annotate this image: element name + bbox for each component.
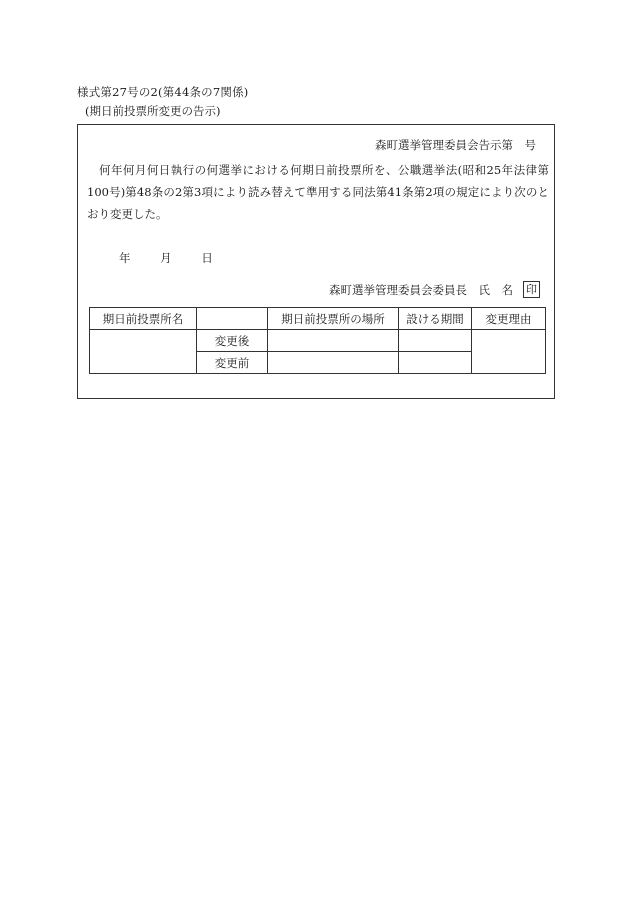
change-table xyxy=(89,307,546,374)
date-day: 日 xyxy=(201,251,213,265)
notice-box xyxy=(77,124,555,399)
form-subtitle: (期日前投票所変更の告示) xyxy=(85,104,221,118)
notice-body: 何年何月何日執行の何選挙における何期日前投票所を、公職選挙法(昭和25年法律第100号)第48条の2第3項により読み替えて準用する同法第41条第2項の規定により次のとおり変更した。 xyxy=(87,163,549,221)
cell-location-after xyxy=(268,330,399,352)
header-period: 設ける期間 xyxy=(399,308,472,330)
notice-number-line: 森町選挙管理委員会告示第 号 xyxy=(375,138,536,152)
signer-line xyxy=(329,281,540,298)
date-line xyxy=(119,250,239,266)
signer-name: 森町選挙管理委員会委員長 氏 名 xyxy=(329,282,513,297)
cell-station-name xyxy=(90,330,197,374)
header-location: 期日前投票所の場所 xyxy=(268,308,399,330)
header-station-name: 期日前投票所名 xyxy=(90,308,197,330)
cell-period-before xyxy=(399,352,472,374)
date-year: 年 xyxy=(119,251,131,265)
date-month: 月 xyxy=(160,251,172,265)
header-reason: 変更理由 xyxy=(472,308,546,330)
header-blank xyxy=(197,308,268,330)
row-label-before: 変更前 xyxy=(197,352,268,374)
table-header-row xyxy=(90,308,546,330)
cell-reason xyxy=(472,330,546,374)
seal-mark: 印 xyxy=(523,281,540,298)
cell-location-before xyxy=(268,352,399,374)
cell-period-after xyxy=(399,330,472,352)
table-row xyxy=(90,330,546,352)
row-label-after: 変更後 xyxy=(197,330,268,352)
form-number: 様式第27号の2(第44条の7関係) xyxy=(77,85,249,99)
